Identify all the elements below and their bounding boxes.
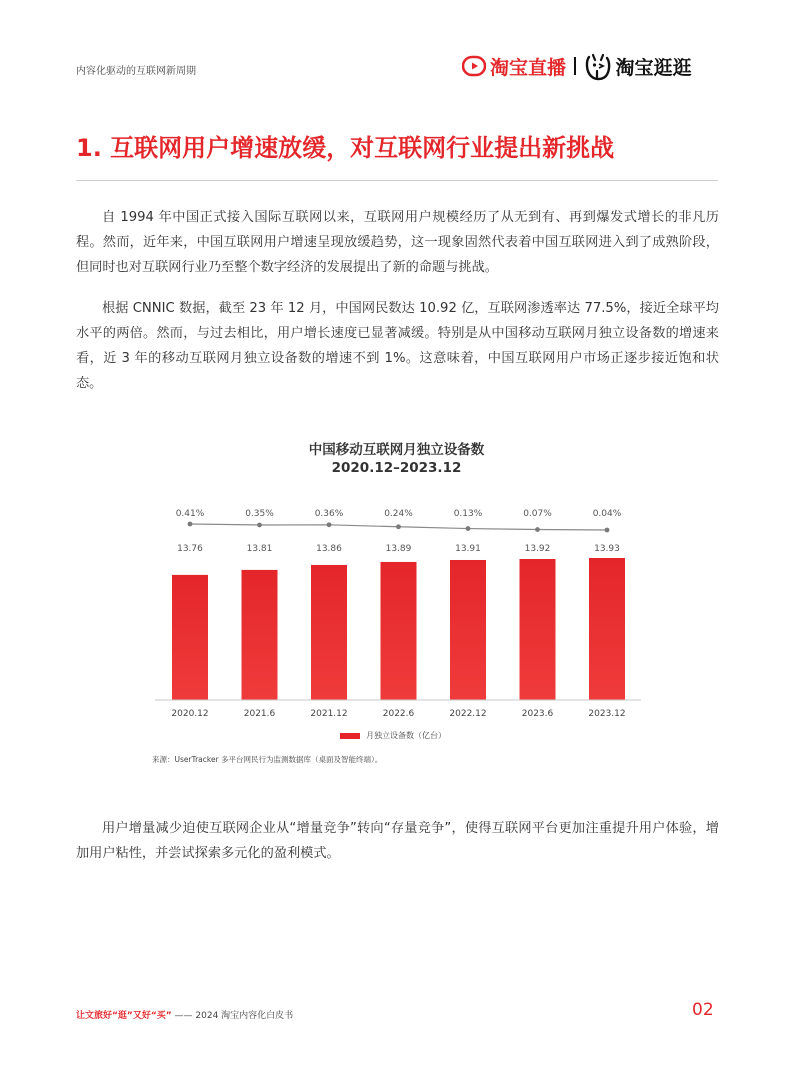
paragraph-2: 根据 CNNIC 数据，截至 23 年 12 月，中国网民数达 10.92 亿，互联网渗透率达 77.5%，接近全球平均水平的两倍。然而，与过去相比，用户增长速度已显著减缓。特别是从中国移动互联网月独立设备数的增速来看，近 3 年的移动互联网月独立设备数的增速不到 1%。这意味着，中国互联网用户市场正逐步接近饱和状态。: [76, 301, 719, 391]
chart-subtitle: 2020.12–2023.12: [331, 460, 462, 476]
growth-rate-point: [188, 522, 193, 527]
brand-logos: [462, 50, 692, 82]
x-tick-label: 2022.12: [449, 709, 487, 719]
chart-source-note: 来源：UserTracker 多平台网民行为监测数据库（桌面及智能终端）。: [152, 755, 383, 764]
footer-slogan: [76, 1008, 293, 1021]
x-tick-label: 2023.6: [521, 709, 554, 719]
bar-value-label: 13.81: [246, 544, 273, 554]
heading-divider: [76, 180, 718, 181]
x-tick-label: 2022.6: [382, 709, 415, 719]
bar-2023.6: [520, 559, 556, 700]
bar-2023.12: [589, 558, 625, 700]
chart-title: 中国移动互联网月独立设备数: [308, 442, 485, 458]
header-report-title: 内容化驱动的互联网新周期: [76, 66, 196, 77]
bar-value-label: 13.93: [594, 544, 620, 554]
paragraph-1: 自 1994 年中国正式接入国际互联网以来，互联网用户规模经历了从无到有、再到爆发式增长的非凡历程。然而，近年来，中国互联网用户增速呈现放缓趋势，这一现象固然代表着中国互联网进入到了成熟阶段，但同时也对互联网行业乃至整个数字经济的发展提出了新的命题与挑战。: [76, 210, 719, 275]
device-count-chart: [150, 495, 650, 725]
x-tick-label: 2021.12: [310, 709, 348, 719]
growth-rate-label: 0.07%: [523, 509, 552, 519]
x-tick-label: 2021.6: [243, 709, 276, 719]
growth-rate-label: 0.35%: [245, 509, 274, 519]
growth-rate-point: [396, 524, 401, 529]
bar-value-label: 13.91: [455, 544, 481, 554]
taobao-guangguang-face-icon: [584, 51, 612, 81]
footer-slogan-main: 让文旅好“逛”又好“买”: [76, 1011, 172, 1021]
growth-rate-point: [327, 522, 332, 527]
logo-divider: [574, 57, 576, 75]
x-tick-label: 2020.12: [171, 709, 209, 719]
bar-2022.6: [381, 562, 417, 700]
chart-legend: [340, 730, 446, 741]
bar-value-label: 13.92: [524, 544, 551, 554]
growth-rate-label: 0.04%: [592, 509, 622, 519]
x-tick-label: 2023.12: [588, 709, 626, 719]
bar-value-label: 13.76: [177, 544, 203, 554]
growth-rate-label: 0.41%: [175, 509, 205, 519]
growth-rate-point: [466, 526, 471, 531]
growth-rate-label: 0.36%: [314, 509, 344, 519]
taobao-live-play-icon: [462, 54, 486, 78]
bar-value-label: 13.89: [385, 544, 412, 554]
taobao-live-logo-text: 淘宝直播: [490, 56, 567, 79]
page-number: 02: [692, 1000, 714, 1020]
growth-rate-label: 0.13%: [453, 509, 483, 519]
footer-slogan-sub: —— 2024 淘宝内容化白皮书: [174, 1011, 294, 1021]
bar-value-label: 13.86: [316, 544, 342, 554]
growth-rate-point: [535, 527, 540, 532]
section-heading: 1. 互联网用户增速放缓，对互联网行业提出新挑战: [76, 134, 615, 162]
paragraph-3: 用户增量减少迫使互联网企业从“增量竞争”转向“存量竞争”，使得互联网平台更加注重提升用户体验，增加用户粘性，并尝试探索多元化的盈利模式。: [76, 821, 719, 861]
bar-2021.12: [311, 565, 347, 700]
growth-rate-point: [257, 523, 262, 528]
growth-rate-point: [605, 528, 610, 533]
growth-rate-label: 0.24%: [384, 509, 413, 519]
bar-2021.6: [242, 570, 278, 700]
bar-2020.12: [172, 575, 208, 700]
bar-2022.12: [450, 560, 486, 700]
legend-swatch: [340, 733, 360, 739]
legend-label: 月独立设备数（亿台）: [366, 731, 446, 740]
taobao-guangguang-logo-text: 淘宝逛逛: [615, 56, 692, 79]
